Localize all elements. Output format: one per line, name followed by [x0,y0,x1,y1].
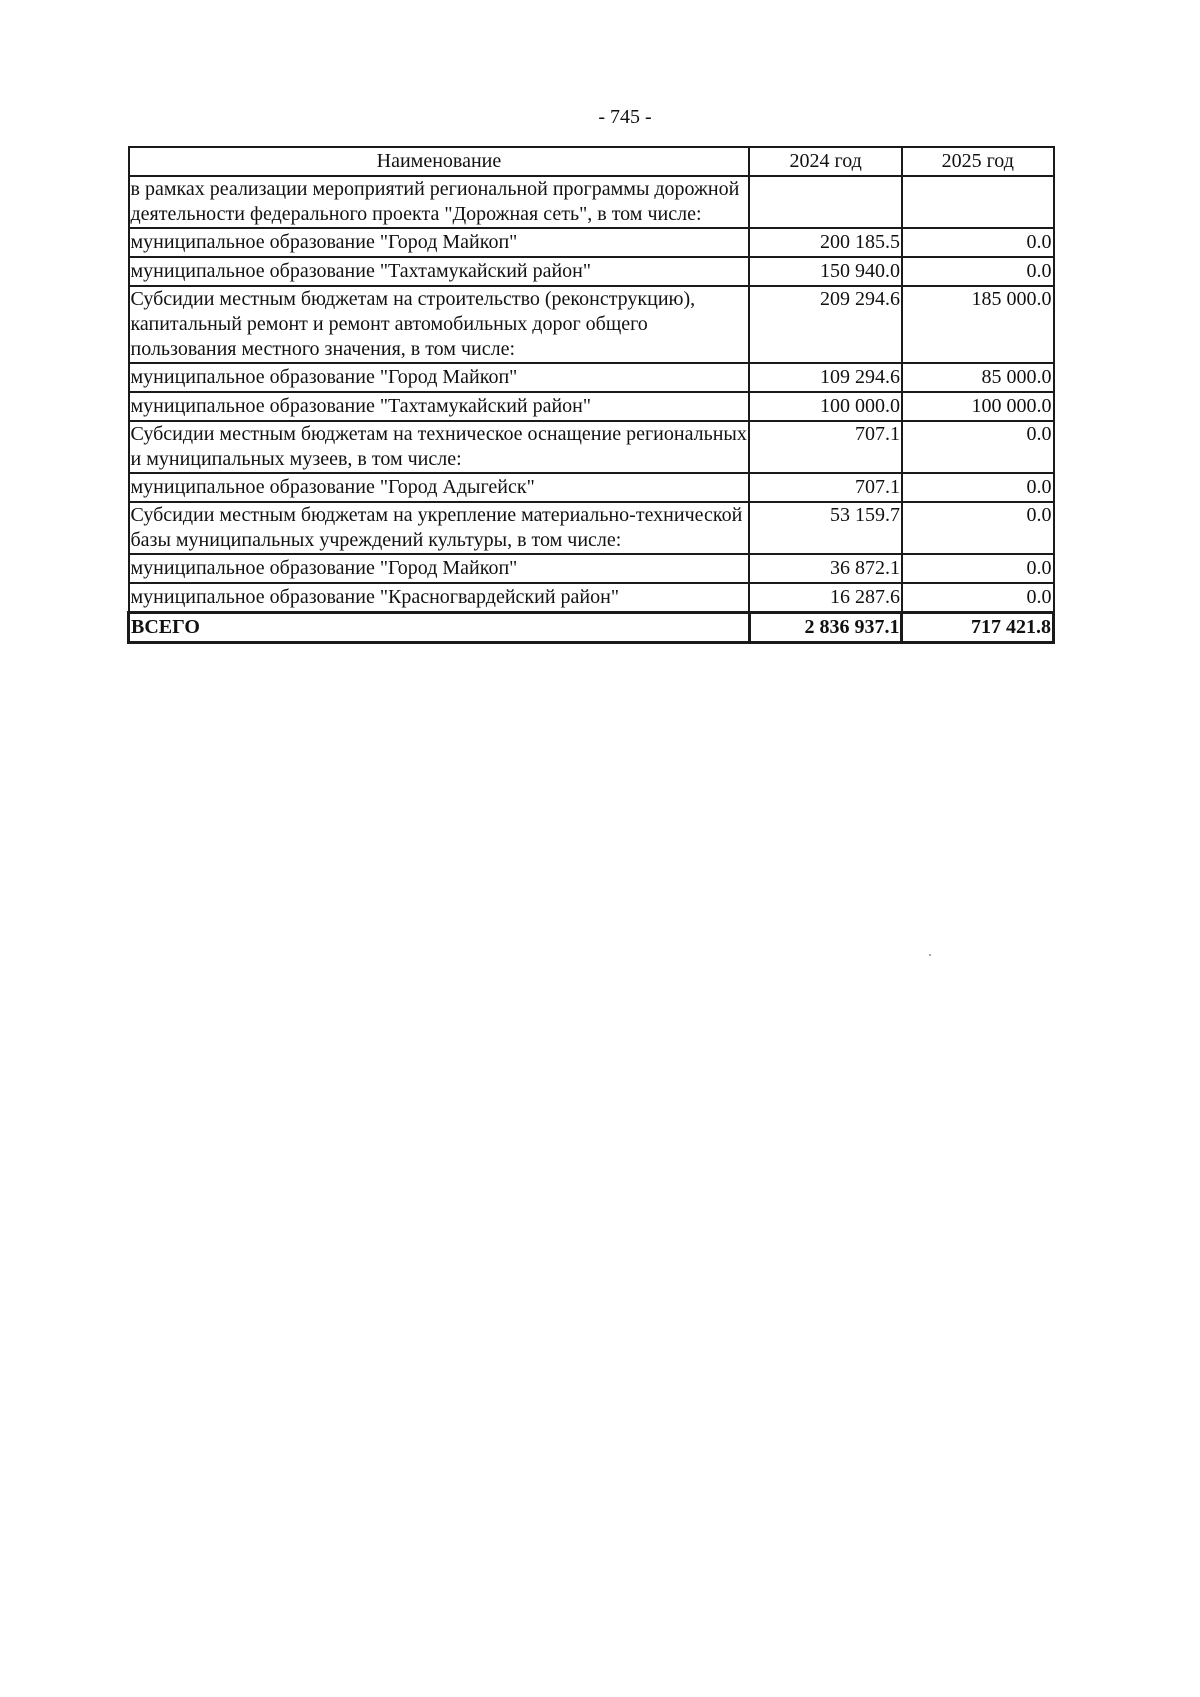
row-2024-value: 100 000.0 [749,392,902,421]
row-2025-value: 0.0 [902,554,1054,583]
row-name: муниципальное образование "Город Майкоп" [129,363,750,392]
page-number: - 745 - [598,106,652,128]
table-row [129,421,1054,473]
row-name: муниципальное образование "Красногвардейский район" [129,583,750,613]
total-2024-value: 2 836 937.1 [749,613,902,643]
table-row [129,228,1054,257]
table-row [129,257,1054,286]
budget-table [127,146,1055,644]
table-row [129,583,1054,613]
header-2024: 2024 год [749,147,902,176]
table-row [129,363,1054,392]
total-label: ВСЕГО [129,613,750,643]
row-name: муниципальное образование "Тахтамукайский район" [129,392,750,421]
row-2025-value: 0.0 [902,583,1054,613]
row-name: в рамках реализации мероприятий региональной программы дорожной деятельности федерального проекта "Дорожная сеть", в том числе: [129,176,750,228]
row-2024-value: 707.1 [749,421,902,473]
row-name: муниципальное образование "Город Адыгейск" [129,473,750,502]
row-name: муниципальное образование "Город Майкоп" [129,554,750,583]
total-row [129,613,1054,643]
row-2024-value: 707.1 [749,473,902,502]
table-row [129,473,1054,502]
row-2025-value: 100 000.0 [902,392,1054,421]
row-2024-value: 209 294.6 [749,286,902,363]
row-2024-value: 16 287.6 [749,583,902,613]
table-row [129,176,1054,228]
scan-speck [929,954,931,956]
header-2025: 2025 год [902,147,1054,176]
row-2025-value: 85 000.0 [902,363,1054,392]
table-row [129,286,1054,363]
table-row [129,554,1054,583]
row-2025-value [902,176,1054,228]
row-2025-value: 0.0 [902,421,1054,473]
row-name: муниципальное образование "Тахтамукайский район" [129,257,750,286]
row-name: Субсидии местным бюджетам на укрепление материально-технической базы муниципальных учреждений культуры, в том числе: [129,502,750,554]
row-2024-value: 150 940.0 [749,257,902,286]
row-2025-value: 0.0 [902,257,1054,286]
total-2025-value: 717 421.8 [902,613,1054,643]
row-name: Субсидии местным бюджетам на строительство (реконструкцию), капитальный ремонт и ремонт автомобильных дорог общего пользования местного значения, в том числе: [129,286,750,363]
row-2024-value: 53 159.7 [749,502,902,554]
table-row [129,502,1054,554]
row-2025-value: 0.0 [902,502,1054,554]
row-2025-value: 0.0 [902,473,1054,502]
table-header-row [129,147,1054,176]
header-name: Наименование [129,147,750,176]
row-2025-value: 0.0 [902,228,1054,257]
row-name: Субсидии местным бюджетам на техническое оснащение региональных и муниципальных музеев, в том числе: [129,421,750,473]
row-2024-value: 109 294.6 [749,363,902,392]
row-2024-value [749,176,902,228]
table-row [129,392,1054,421]
row-2024-value: 36 872.1 [749,554,902,583]
row-name: муниципальное образование "Город Майкоп" [129,228,750,257]
row-2024-value: 200 185.5 [749,228,902,257]
row-2025-value: 185 000.0 [902,286,1054,363]
